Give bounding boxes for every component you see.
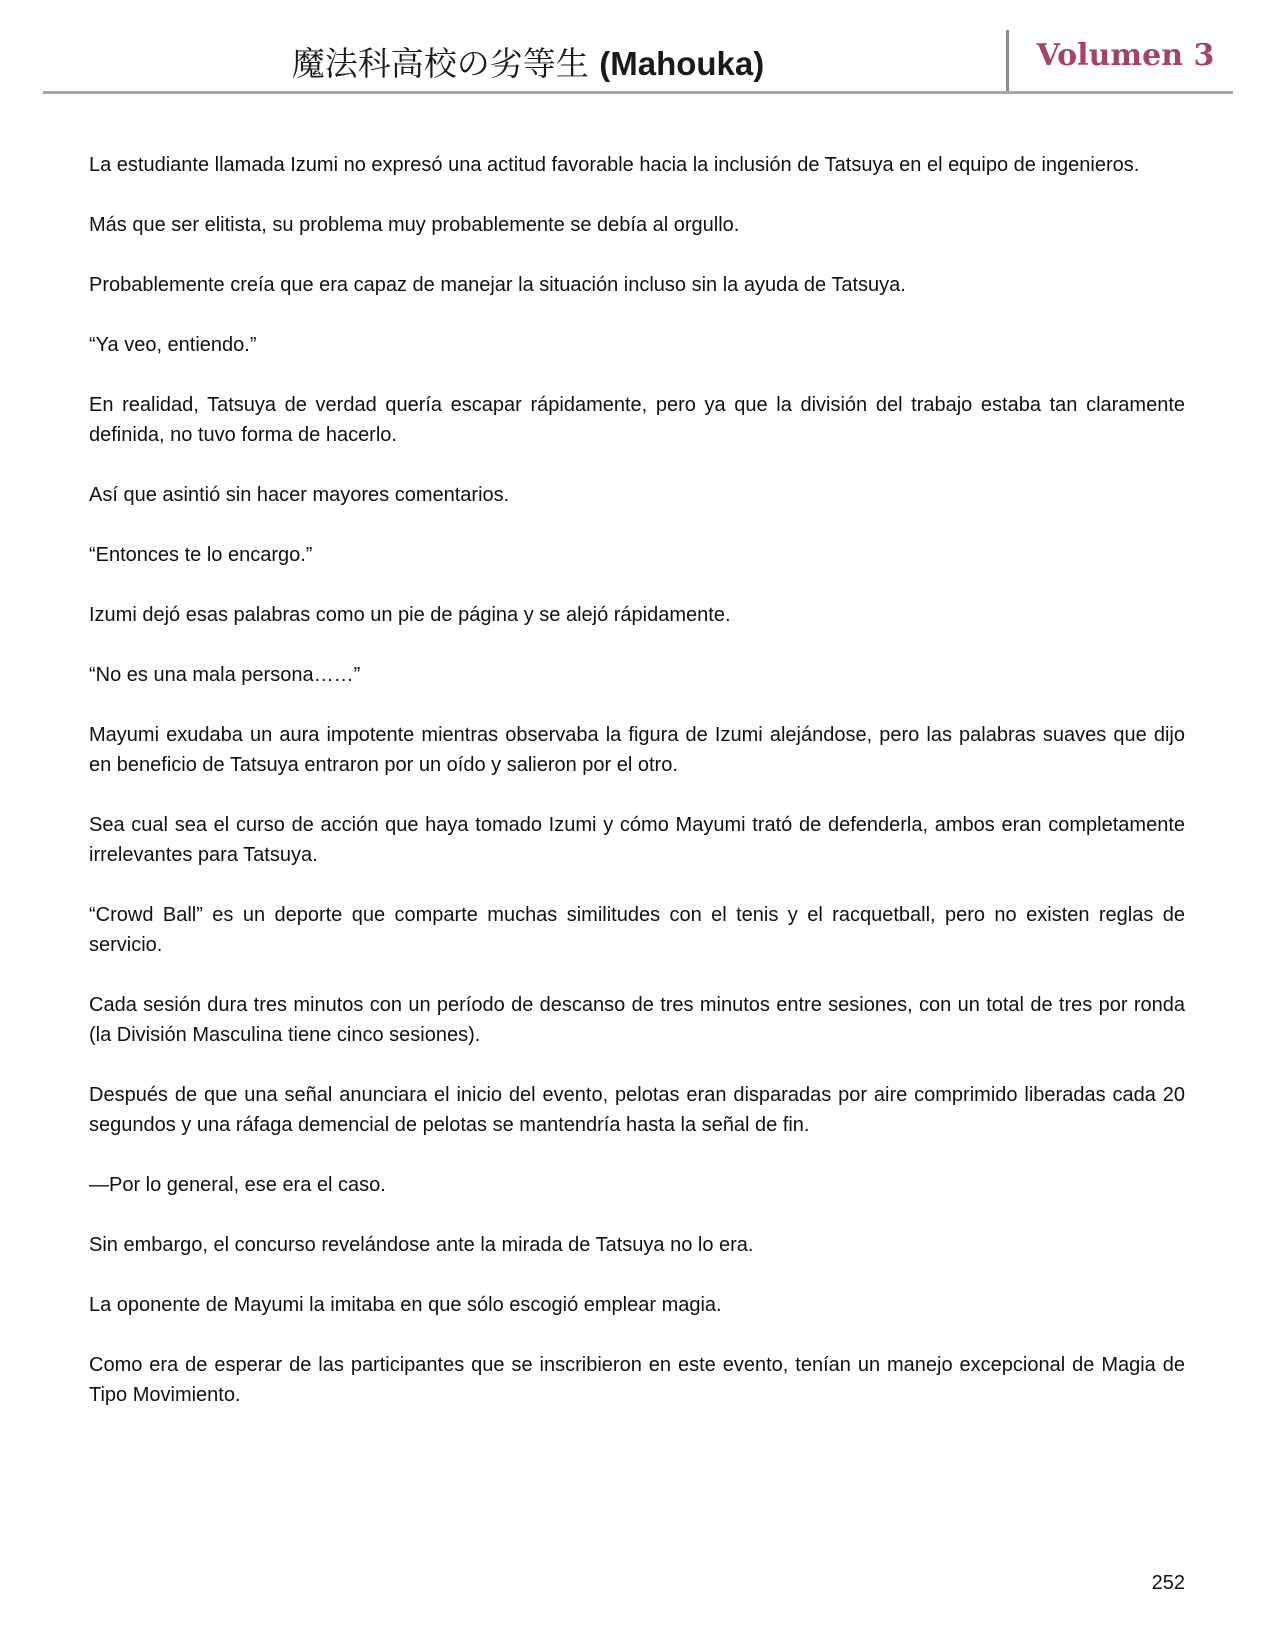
header-rule	[43, 91, 1233, 94]
paragraph: Como era de esperar de las participantes que se inscribieron en este evento, tenían un manejo excepcional de Magia de Tipo Movimiento.	[89, 1354, 1185, 1406]
paragraph: “Entonces te lo encargo.”	[89, 544, 313, 566]
header-divider	[1006, 30, 1009, 92]
paragraph: Sea cual sea el curso de acción que haya tomado Izumi y cómo Mayumi trató de defenderla, ambos eran completamente irrelevantes para Tatsuya.	[89, 814, 1185, 866]
book-title	[43, 38, 1013, 85]
body-text	[89, 150, 1185, 1440]
paragraph: “Crowd Ball” es un deporte que comparte muchas similitudes con el tenis y el racquetball, pero no existen reglas de servicio.	[89, 904, 1185, 956]
paragraph: Cada sesión dura tres minutos con un período de descanso de tres minutos entre sesiones, con un total de tres por ronda (la División Masculina tiene cinco sesiones).	[89, 994, 1185, 1046]
page-header	[43, 28, 1233, 94]
book-title-latin: (Mahouka)	[599, 45, 765, 82]
paragraph: —Por lo general, ese era el caso.	[89, 1174, 386, 1196]
paragraph: Más que ser elitista, su problema muy probablemente se debía al orgullo.	[89, 214, 740, 236]
paragraph: Mayumi exudaba un aura impotente mientras observaba la figura de Izumi alejándose, pero las palabras suaves que dijo en beneficio de Tatsuya entraron por un oído y salieron por el otro.	[89, 724, 1185, 776]
paragraph: “Ya veo, entiendo.”	[89, 334, 257, 356]
paragraph: En realidad, Tatsuya de verdad quería escapar rápidamente, pero ya que la división del trabajo estaba tan claramente definida, no tuvo forma de hacerlo.	[89, 394, 1185, 446]
book-title-japanese: 魔法科高校の劣等生	[291, 44, 589, 83]
paragraph: Sin embargo, el concurso revelándose ante la mirada de Tatsuya no lo era.	[89, 1234, 754, 1256]
volume-label: Volumen 3	[1036, 38, 1215, 73]
paragraph: Después de que una señal anunciara el inicio del evento, pelotas eran disparadas por aire comprimido liberadas cada 20 segundos y una ráfaga demencial de pelotas se mantendría hasta la señal de fin.	[89, 1084, 1185, 1136]
paragraph: Probablemente creía que era capaz de manejar la situación incluso sin la ayuda de Tatsuya.	[89, 274, 906, 296]
paragraph: Izumi dejó esas palabras como un pie de página y se alejó rápidamente.	[89, 604, 731, 626]
paragraph: “No es una mala persona……”	[89, 664, 361, 686]
paragraph: La oponente de Mayumi la imitaba en que sólo escogió emplear magia.	[89, 1294, 722, 1316]
page-number: 252	[1151, 1572, 1185, 1594]
paragraph: Así que asintió sin hacer mayores comentarios.	[89, 484, 510, 506]
paragraph: La estudiante llamada Izumi no expresó una actitud favorable hacia la inclusión de Tatsuya en el equipo de ingenieros.	[89, 154, 1140, 176]
